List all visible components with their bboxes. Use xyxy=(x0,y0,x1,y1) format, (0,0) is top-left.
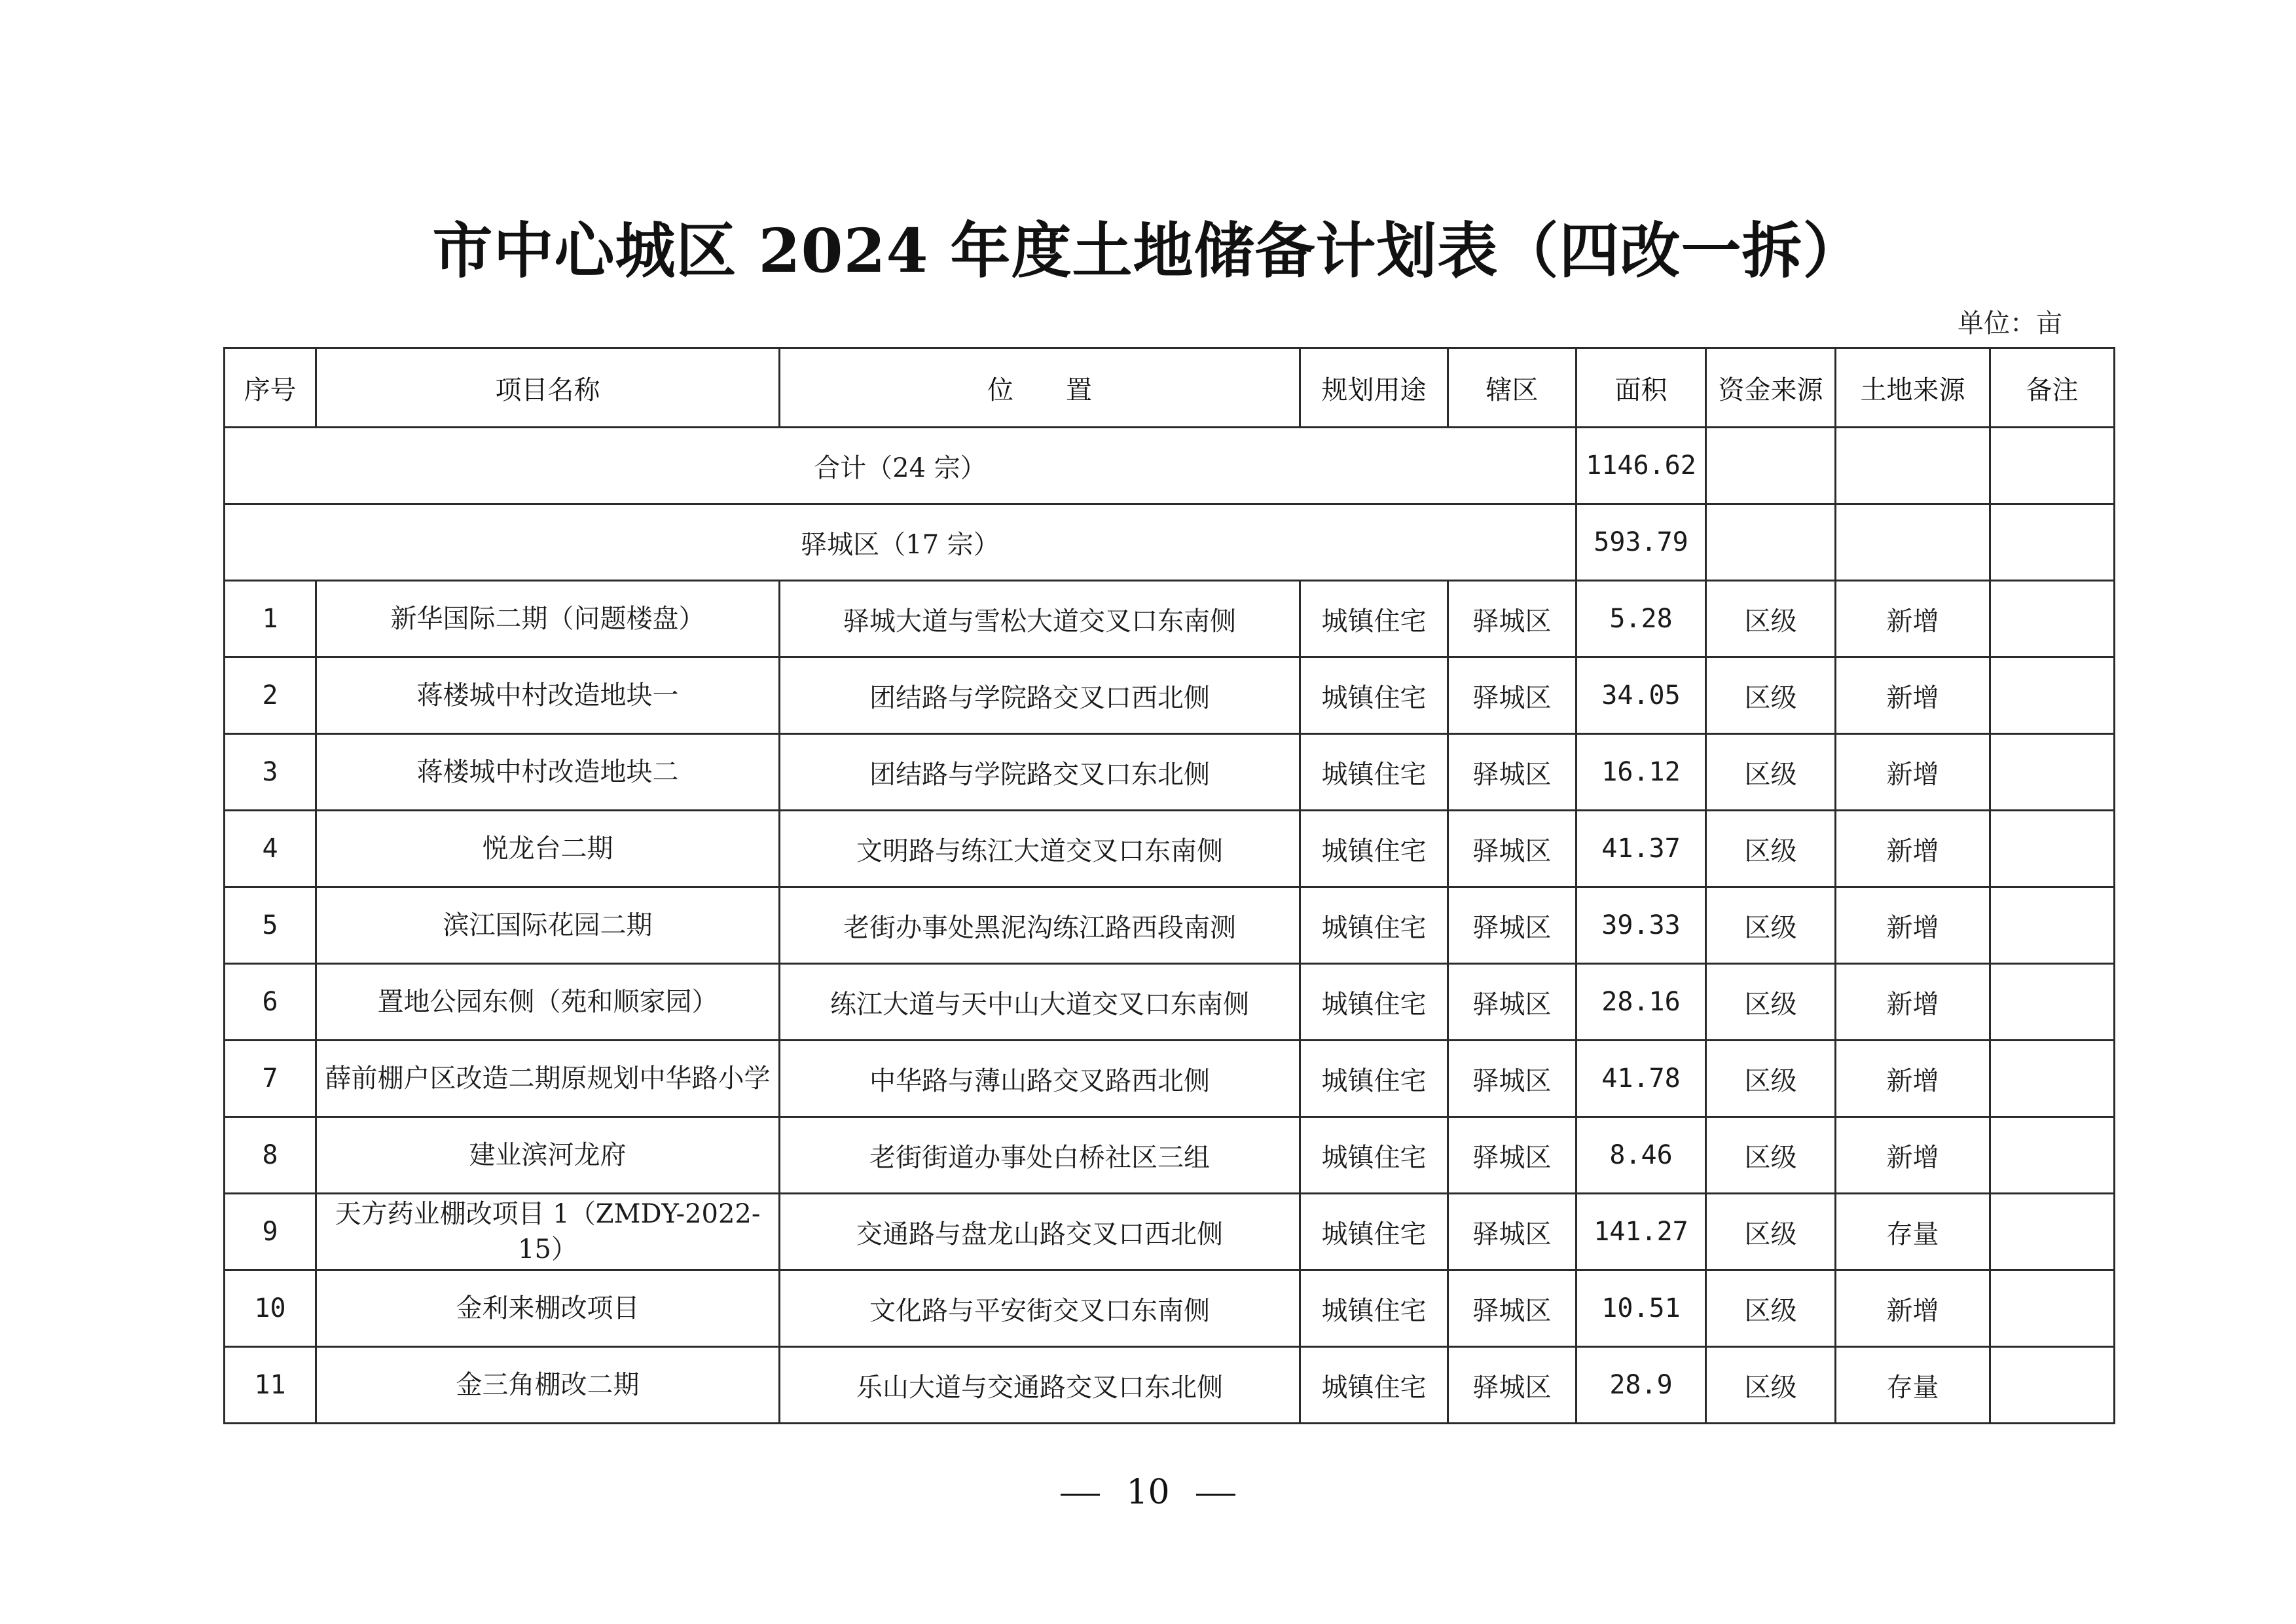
unit-label: 单位：亩 xyxy=(1958,308,2062,339)
page-number: 10 xyxy=(1126,1473,1170,1512)
cell-district: 驿城区 xyxy=(1448,1347,1576,1424)
cell-serial: 8 xyxy=(225,1117,316,1194)
cell-area: 16.12 xyxy=(1576,734,1706,811)
cell-district: 驿城区 xyxy=(1448,1041,1576,1117)
header-planned-use: 规划用途 xyxy=(1300,348,1448,428)
cell-remarks xyxy=(1990,811,2115,887)
header-funding: 资金来源 xyxy=(1706,348,1836,428)
data-rows xyxy=(225,581,2115,1424)
cell-area: 41.78 xyxy=(1576,1041,1706,1117)
cell-district: 驿城区 xyxy=(1448,811,1576,887)
cell-planned-use: 城镇住宅 xyxy=(1300,887,1448,964)
cell-funding: 区级 xyxy=(1706,657,1836,734)
table-row xyxy=(225,964,2115,1041)
dash-right xyxy=(1196,1494,1235,1496)
subtotal-label: 驿城区（17 宗） xyxy=(225,504,1576,581)
total-source xyxy=(1836,428,1990,504)
subtotal-funding xyxy=(1706,504,1836,581)
cell-district: 驿城区 xyxy=(1448,581,1576,657)
table-row xyxy=(225,1347,2115,1424)
cell-land-source: 新增 xyxy=(1836,657,1990,734)
cell-funding: 区级 xyxy=(1706,734,1836,811)
cell-land-source: 存量 xyxy=(1836,1194,1990,1270)
cell-serial: 10 xyxy=(225,1270,316,1347)
cell-funding: 区级 xyxy=(1706,581,1836,657)
cell-area: 8.46 xyxy=(1576,1117,1706,1194)
header-district: 辖区 xyxy=(1448,348,1576,428)
cell-project-name: 蒋楼城中村改造地块一 xyxy=(316,657,780,734)
cell-area: 39.33 xyxy=(1576,887,1706,964)
cell-district: 驿城区 xyxy=(1448,1117,1576,1194)
cell-planned-use: 城镇住宅 xyxy=(1300,1347,1448,1424)
cell-location: 老街办事处黑泥沟练江路西段南测 xyxy=(780,887,1300,964)
cell-location: 团结路与学院路交叉口东北侧 xyxy=(780,734,1300,811)
cell-planned-use: 城镇住宅 xyxy=(1300,1117,1448,1194)
cell-district: 驿城区 xyxy=(1448,734,1576,811)
cell-district: 驿城区 xyxy=(1448,1194,1576,1270)
cell-location: 文明路与练江大道交叉口东南侧 xyxy=(780,811,1300,887)
cell-area: 28.9 xyxy=(1576,1347,1706,1424)
cell-location: 文化路与平安街交叉口东南侧 xyxy=(780,1270,1300,1347)
cell-serial: 2 xyxy=(225,657,316,734)
table-row xyxy=(225,581,2115,657)
header-project-name: 项目名称 xyxy=(316,348,780,428)
cell-serial: 7 xyxy=(225,1041,316,1117)
subtotal-source xyxy=(1836,504,1990,581)
total-funding xyxy=(1706,428,1836,504)
cell-land-source: 新增 xyxy=(1836,581,1990,657)
subtotal-note xyxy=(1990,504,2115,581)
cell-remarks xyxy=(1990,1194,2115,1270)
cell-location: 驿城大道与雪松大道交叉口东南侧 xyxy=(780,581,1300,657)
cell-area: 34.05 xyxy=(1576,657,1706,734)
cell-location: 中华路与薄山路交叉路西北侧 xyxy=(780,1041,1300,1117)
cell-location: 交通路与盘龙山路交叉口西北侧 xyxy=(780,1194,1300,1270)
cell-planned-use: 城镇住宅 xyxy=(1300,734,1448,811)
cell-funding: 区级 xyxy=(1706,1347,1836,1424)
cell-project-name: 薛前棚户区改造二期原规划中华路小学 xyxy=(316,1041,780,1117)
cell-planned-use: 城镇住宅 xyxy=(1300,1041,1448,1117)
total-label: 合计（24 宗） xyxy=(225,428,1576,504)
table-row xyxy=(225,811,2115,887)
cell-project-name: 置地公园东侧（苑和顺家园） xyxy=(316,964,780,1041)
cell-district: 驿城区 xyxy=(1448,887,1576,964)
cell-district: 驿城区 xyxy=(1448,1270,1576,1347)
cell-funding: 区级 xyxy=(1706,1270,1836,1347)
cell-district: 驿城区 xyxy=(1448,657,1576,734)
cell-remarks xyxy=(1990,1270,2115,1347)
cell-project-name: 金三角棚改二期 xyxy=(316,1347,780,1424)
dash-left xyxy=(1061,1494,1100,1496)
cell-area: 10.51 xyxy=(1576,1270,1706,1347)
cell-location: 团结路与学院路交叉口西北侧 xyxy=(780,657,1300,734)
cell-remarks xyxy=(1990,1347,2115,1424)
cell-funding: 区级 xyxy=(1706,1194,1836,1270)
cell-planned-use: 城镇住宅 xyxy=(1300,581,1448,657)
cell-funding: 区级 xyxy=(1706,887,1836,964)
cell-project-name: 蒋楼城中村改造地块二 xyxy=(316,734,780,811)
cell-remarks xyxy=(1990,581,2115,657)
table-row xyxy=(225,657,2115,734)
header-serial: 序号 xyxy=(225,348,316,428)
cell-project-name: 悦龙台二期 xyxy=(316,811,780,887)
header-location: 位 置 xyxy=(780,348,1300,428)
cell-remarks xyxy=(1990,887,2115,964)
cell-serial: 9 xyxy=(225,1194,316,1270)
table-header-row xyxy=(225,348,2115,428)
table-row xyxy=(225,1270,2115,1347)
cell-serial: 11 xyxy=(225,1347,316,1424)
cell-serial: 3 xyxy=(225,734,316,811)
table-row xyxy=(225,887,2115,964)
cell-remarks xyxy=(1990,657,2115,734)
cell-serial: 6 xyxy=(225,964,316,1041)
cell-planned-use: 城镇住宅 xyxy=(1300,811,1448,887)
cell-planned-use: 城镇住宅 xyxy=(1300,657,1448,734)
cell-funding: 区级 xyxy=(1706,964,1836,1041)
cell-funding: 区级 xyxy=(1706,811,1836,887)
cell-land-source: 新增 xyxy=(1836,1041,1990,1117)
total-row xyxy=(225,428,2115,504)
cell-land-source: 新增 xyxy=(1836,887,1990,964)
cell-remarks xyxy=(1990,1117,2115,1194)
cell-planned-use: 城镇住宅 xyxy=(1300,1194,1448,1270)
cell-project-name: 金利来棚改项目 xyxy=(316,1270,780,1347)
cell-remarks xyxy=(1990,1041,2115,1117)
cell-land-source: 新增 xyxy=(1836,964,1990,1041)
header-remarks: 备注 xyxy=(1990,348,2115,428)
cell-location: 练江大道与天中山大道交叉口东南侧 xyxy=(780,964,1300,1041)
cell-land-source: 新增 xyxy=(1836,811,1990,887)
cell-remarks xyxy=(1990,734,2115,811)
table-row xyxy=(225,1041,2115,1117)
cell-location: 老街街道办事处白桥社区三组 xyxy=(780,1117,1300,1194)
subtotal-area: 593.79 xyxy=(1576,504,1706,581)
cell-serial: 4 xyxy=(225,811,316,887)
cell-planned-use: 城镇住宅 xyxy=(1300,1270,1448,1347)
header-land-source: 土地来源 xyxy=(1836,348,1990,428)
district-subtotal-row xyxy=(225,504,2115,581)
cell-project-name: 滨江国际花园二期 xyxy=(316,887,780,964)
cell-project-name: 新华国际二期（问题楼盘） xyxy=(316,581,780,657)
cell-area: 41.37 xyxy=(1576,811,1706,887)
cell-project-name: 天方药业棚改项目 1（ZMDY-2022-15） xyxy=(316,1194,780,1270)
header-area: 面积 xyxy=(1576,348,1706,428)
cell-area: 141.27 xyxy=(1576,1194,1706,1270)
cell-funding: 区级 xyxy=(1706,1041,1836,1117)
table-row xyxy=(225,1194,2115,1270)
cell-land-source: 新增 xyxy=(1836,734,1990,811)
cell-remarks xyxy=(1990,964,2115,1041)
total-note xyxy=(1990,428,2115,504)
total-area: 1146.62 xyxy=(1576,428,1706,504)
cell-project-name: 建业滨河龙府 xyxy=(316,1117,780,1194)
cell-serial: 5 xyxy=(225,887,316,964)
cell-funding: 区级 xyxy=(1706,1117,1836,1194)
land-reserve-table xyxy=(223,347,2115,1424)
cell-land-source: 新增 xyxy=(1836,1117,1990,1194)
page-footer xyxy=(0,1469,2296,1515)
cell-district: 驿城区 xyxy=(1448,964,1576,1041)
cell-land-source: 新增 xyxy=(1836,1270,1990,1347)
cell-area: 5.28 xyxy=(1576,581,1706,657)
cell-location: 乐山大道与交通路交叉口东北侧 xyxy=(780,1347,1300,1424)
table-row xyxy=(225,734,2115,811)
cell-area: 28.16 xyxy=(1576,964,1706,1041)
document-title: 市中心城区 2024 年度土地储备计划表（四改一拆） xyxy=(432,215,1864,286)
cell-planned-use: 城镇住宅 xyxy=(1300,964,1448,1041)
cell-serial: 1 xyxy=(225,581,316,657)
table-row xyxy=(225,1117,2115,1194)
cell-land-source: 存量 xyxy=(1836,1347,1990,1424)
